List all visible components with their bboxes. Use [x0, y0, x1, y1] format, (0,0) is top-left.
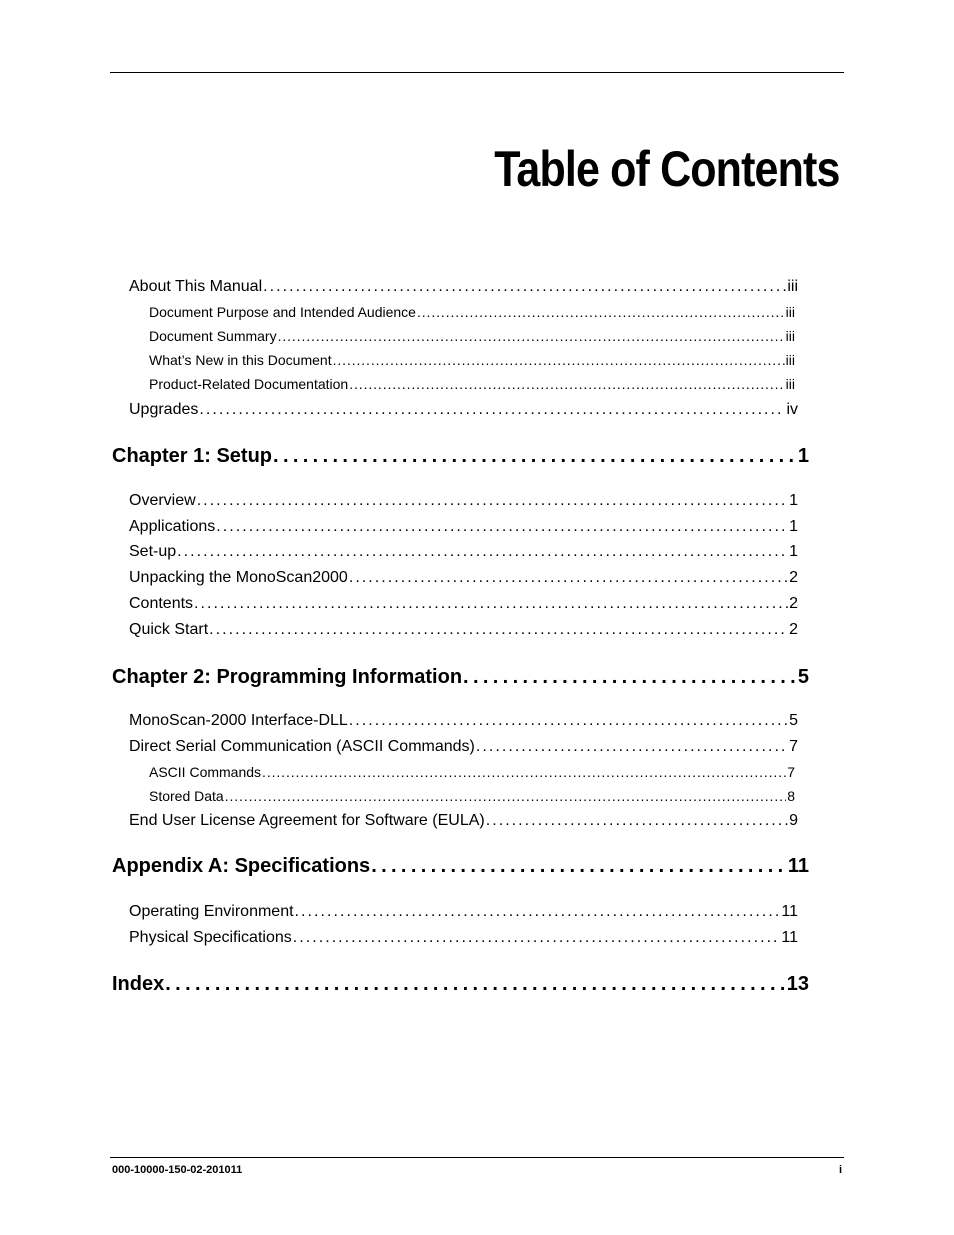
toc-entry-page: 1 [789, 543, 798, 560]
toc-entry-text: Operating Environment [129, 903, 294, 920]
toc-entry-text: Overview [129, 492, 196, 509]
page-title: Table of Contents [494, 141, 840, 197]
toc-entry-page: 2 [789, 621, 798, 638]
dot-leader [463, 666, 797, 689]
toc-entry-page: 9 [789, 812, 798, 829]
toc-entry-text: Direct Serial Communication (ASCII Commands) [129, 738, 475, 755]
toc-entry-text: What’s New in this Document [149, 352, 332, 368]
toc-entry-stored-data[interactable] [149, 788, 795, 804]
dot-leader [293, 929, 781, 947]
dot-leader [262, 764, 786, 780]
toc-entry-text: Document Summary [149, 328, 277, 344]
toc-index[interactable] [112, 973, 809, 996]
dot-leader [349, 376, 784, 392]
toc-entry-page: 5 [789, 712, 798, 729]
toc-entry-page: 1 [789, 492, 798, 509]
toc-entry-text: Quick Start [129, 621, 209, 638]
toc-entry-overview[interactable] [129, 492, 798, 510]
dot-leader [194, 595, 788, 613]
toc-entry-text: Appendix A: Specifications [112, 855, 371, 877]
toc-entry-page: 11 [787, 855, 809, 877]
dot-leader [476, 738, 788, 756]
toc-entry-interface-dll[interactable] [129, 712, 798, 730]
toc-entry-page: iii [785, 304, 795, 320]
toc-entry-operating-environment[interactable] [129, 903, 798, 921]
dot-leader [371, 855, 787, 878]
toc-entry-eula[interactable] [129, 812, 798, 830]
toc-entry-whats-new[interactable] [149, 352, 795, 368]
toc-entry-page: iv [786, 401, 798, 418]
toc-entry-text: Set-up [129, 543, 177, 560]
toc-entry-text: End User License Agreement for Software (EULA) [129, 812, 485, 829]
dot-leader [278, 328, 785, 344]
dot-leader [197, 492, 788, 510]
toc-entry-direct-serial[interactable] [129, 738, 798, 756]
toc-entry-product-related-documentation[interactable] [149, 376, 795, 392]
dot-leader [216, 518, 788, 536]
toc-entry-ascii-commands[interactable] [149, 764, 795, 780]
dot-leader [349, 569, 788, 587]
toc-entry-set-up[interactable] [129, 543, 798, 561]
dot-leader [417, 304, 785, 320]
dot-leader [295, 903, 781, 921]
toc-entry-page: 13 [786, 973, 809, 995]
header-rule [110, 72, 844, 73]
dot-leader [263, 278, 786, 296]
toc-entry-text: Stored Data [149, 788, 224, 804]
toc-entry-page: 2 [789, 569, 798, 586]
footer-page-number: i [838, 1164, 842, 1176]
toc-entry-page: 1 [797, 445, 809, 467]
toc-entry-physical-specifications[interactable] [129, 929, 798, 947]
toc-entry-text: MonoScan-2000 Interface-DLL [129, 712, 348, 729]
toc-entry-unpacking[interactable] [129, 569, 798, 587]
dot-leader [199, 401, 785, 419]
toc-entry-page: iii [787, 278, 798, 295]
dot-leader [209, 621, 788, 639]
toc-entry-page: 11 [781, 903, 798, 920]
toc-entry-quick-start[interactable] [129, 621, 798, 639]
toc-entry-page: iii [785, 376, 795, 392]
dot-leader [349, 712, 788, 730]
toc-entry-text: ASCII Commands [149, 764, 262, 780]
footer-rule [110, 1157, 844, 1158]
toc-entry-page: 7 [789, 738, 798, 755]
dot-leader [177, 543, 788, 561]
toc-entry-text: Unpacking the MonoScan2000 [129, 569, 348, 586]
toc-entry-text: About This Manual [129, 278, 263, 295]
toc-entry-page: 11 [781, 929, 798, 946]
dot-leader [165, 973, 786, 996]
dot-leader [486, 812, 788, 830]
toc-chapter-2-programming[interactable] [112, 666, 809, 689]
toc-entry-upgrades[interactable] [129, 401, 798, 419]
toc-entry-document-summary[interactable] [149, 328, 795, 344]
toc-entry-page: iii [785, 328, 795, 344]
toc-entry-document-purpose[interactable] [149, 304, 795, 320]
toc-chapter-1-setup[interactable] [112, 445, 809, 468]
toc-entry-page: iii [785, 352, 795, 368]
toc-entry-text: Document Purpose and Intended Audience [149, 304, 416, 320]
toc-entry-page: 2 [789, 595, 798, 612]
dot-leader [333, 352, 785, 368]
toc-entry-page: 8 [787, 788, 795, 804]
toc-entry-text: Chapter 1: Setup [112, 445, 273, 467]
toc-entry-about-this-manual[interactable] [129, 278, 798, 296]
toc-entry-text: Upgrades [129, 401, 199, 418]
toc-entry-text: Index [112, 973, 165, 995]
toc-entry-contents[interactable] [129, 595, 798, 613]
toc-entry-text: Physical Specifications [129, 929, 292, 946]
toc-entry-applications[interactable] [129, 518, 798, 536]
dot-leader [273, 445, 797, 468]
toc-entry-page: 7 [787, 764, 795, 780]
toc-entry-text: Contents [129, 595, 194, 612]
toc-entry-text: Chapter 2: Programming Information [112, 666, 463, 688]
toc-entry-text: Product-Related Documentation [149, 376, 349, 392]
toc-entry-page: 1 [789, 518, 798, 535]
toc-entry-text: Applications [129, 518, 216, 535]
toc-appendix-a-specifications[interactable] [112, 855, 809, 878]
footer-doc-number: 000-10000-150-02-201011 [112, 1164, 243, 1176]
dot-leader [225, 788, 786, 804]
toc-entry-page: 5 [797, 666, 809, 688]
